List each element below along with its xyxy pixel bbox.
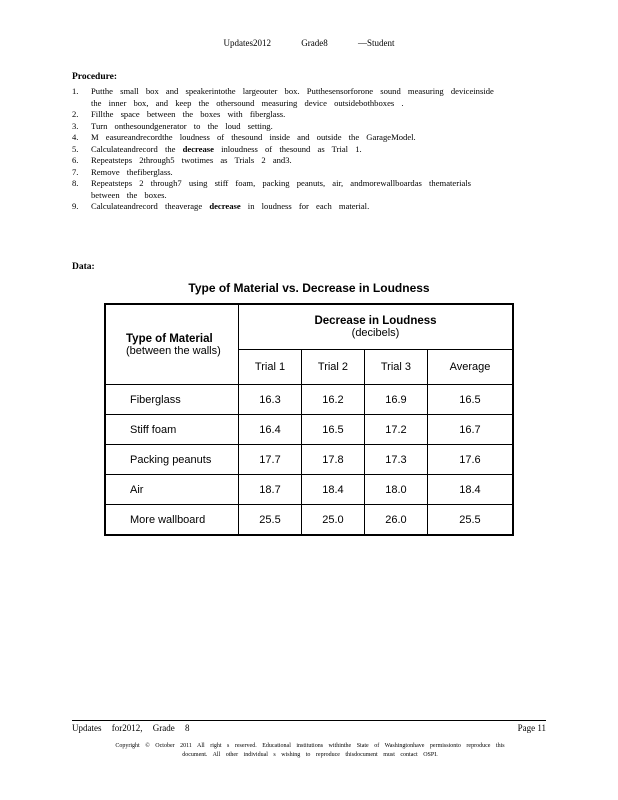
header-updates: Updates2012 — [223, 38, 271, 48]
value-cell: 18.0 — [364, 475, 427, 505]
copyright-notice — [80, 742, 540, 760]
material-header: Type of Material (between the walls) — [105, 304, 239, 385]
data-table — [104, 303, 514, 536]
value-cell: 18.4 — [301, 475, 364, 505]
value-cell: 16.2 — [301, 385, 364, 415]
value-cell: 25.0 — [301, 505, 364, 536]
page-number: Page 11 — [517, 723, 546, 733]
data-title: Data: — [72, 262, 95, 272]
procedure-step: 4. M easureandrecordthe loudness of thesound inside and outside the GarageModel. — [72, 132, 416, 142]
footer-divider — [72, 720, 546, 721]
procedure-step: 1. Putthe small box and speakerintothe largeouter box. Putthesensorforone sound measuring deviceinside the inner box, and keep the othersound measuring device outsidebothboxes . — [72, 86, 494, 108]
header-student: —Student — [357, 38, 395, 48]
value-cell: 16.4 — [239, 415, 302, 445]
procedure-step: 8. Repeatsteps 2 through7 using stiff foam, packing peanuts, air, andmorewallboardas thematerials between the boxes. — [72, 178, 472, 200]
material-cell: More wallboard — [105, 505, 239, 536]
value-cell: 17.8 — [301, 445, 364, 475]
value-cell: 18.7 — [239, 475, 302, 505]
material-cell: Stiff foam — [105, 415, 239, 445]
table-title: Type of Material vs. Decrease in Loudness — [188, 281, 430, 295]
procedure-step: 2. Fillthe space between the boxes with fiberglass. — [72, 109, 286, 119]
column-header: Trial 2 — [301, 350, 364, 385]
material-cell: Packing peanuts — [105, 445, 239, 475]
value-cell: 25.5 — [239, 505, 302, 536]
column-header: Average — [427, 350, 513, 385]
procedure-step: 3. Turn onthesoundgenerator to the loud setting. — [72, 120, 273, 131]
value-cell: 16.9 — [364, 385, 427, 415]
copyright-line: document. All other individual s wishing to reproduce thisdocument must contact OSPI. — [182, 752, 438, 758]
procedure-list — [72, 86, 502, 213]
value-cell: 18.4 — [427, 475, 513, 505]
procedure-step: 7. Remove thefiberglass. — [72, 166, 173, 177]
emphasis-decrease: decrease — [182, 143, 214, 154]
value-cell: 17.2 — [364, 415, 427, 445]
value-cell: 25.5 — [427, 505, 513, 536]
table-row — [105, 445, 513, 475]
value-cell: 26.0 — [364, 505, 427, 536]
value-cell: 17.3 — [364, 445, 427, 475]
table-row — [105, 475, 513, 505]
material-cell: Fiberglass — [105, 385, 239, 415]
value-cell: 17.7 — [239, 445, 302, 475]
table-row — [105, 385, 513, 415]
page-header — [0, 38, 618, 48]
value-cell: 16.5 — [427, 385, 513, 415]
header-grade: Grade8 — [301, 38, 328, 48]
procedure-step: 9. Calculateandrecord theaverage decrease in loudness for each material. — [72, 201, 370, 211]
table-row — [105, 415, 513, 445]
table-row — [105, 505, 513, 536]
value-cell: 16.7 — [427, 415, 513, 445]
decrease-header: Decrease in Loudness (decibels) — [239, 304, 514, 350]
value-cell: 17.6 — [427, 445, 513, 475]
material-cell: Air — [105, 475, 239, 505]
value-cell: 16.5 — [301, 415, 364, 445]
procedure-step: 5. Calculateandrecord the decrease inloudness of thesound as Trial 1. — [72, 143, 362, 154]
procedure-step: 6. Repeatsteps 2through5 twotimes as Trials 2 and3. — [72, 155, 292, 165]
footer-updates: Updates for2012, Grade 8 — [72, 723, 190, 733]
value-cell: 16.3 — [239, 385, 302, 415]
procedure-title: Procedure: — [72, 72, 118, 82]
column-header: Trial 1 — [239, 350, 302, 385]
emphasis-decrease: decrease — [209, 201, 241, 211]
copyright-line: Copyright © October 2011 All right s reserved. Educational institutions withinthe State of Washingtonhave permissionto reproduce this — [115, 743, 505, 749]
column-header: Trial 3 — [364, 350, 427, 385]
